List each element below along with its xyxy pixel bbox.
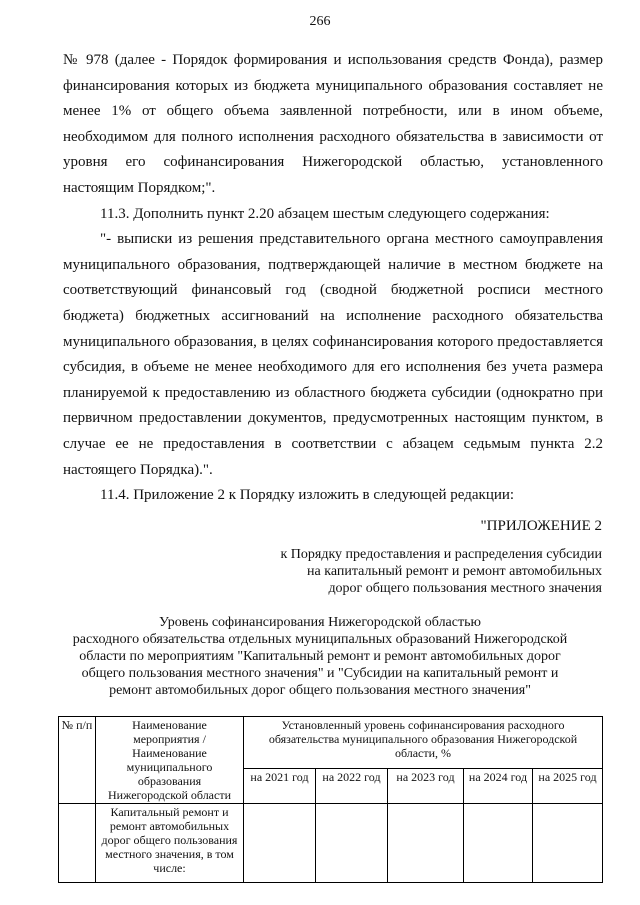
table-title-line: области по мероприятиям "Капитальный ремонт и ремонт автомобильных дорог [79,649,561,664]
header-year-2025: на 2025 год [533,769,603,804]
table-title-line: расходного обязательства отдельных муниципальных образований Нижегородской [72,632,568,647]
table-row [59,804,603,883]
header-year-2024: на 2024 год [464,769,533,804]
header-year-2021: на 2021 год [244,769,316,804]
header-level: Установленный уровень софинансирования расходного обязательства муниципального образования Нижегородской области, % [244,717,603,769]
row-value-2022 [316,804,388,883]
header-num: № п/п [59,717,96,804]
row-value-2025 [533,804,603,883]
appendix-heading: "ПРИЛОЖЕНИЕ 2 [480,518,602,534]
paragraph-item-11-3: 11.3. Дополнить пункт 2.20 абзацем шестым следующего содержания: [100,205,550,222]
paragraph-item-11-4: 11.4. Приложение 2 к Порядку изложить в следующей редакции: [100,487,515,504]
appendix-subtitle-line: к Порядку предоставления и распределения субсидии [280,547,602,562]
paragraph-continuation: № 978 (далее - Порядок формирования и использования средств Фонда), размер финансирования которых из бюджета муниципального образования составляет не менее 1% от общего объема заявленной потребности, или в ином объеме, необходимом для полного исполнения расходного обязательства в зависимости от уровня его софинансирования Нижегородской областью, установленного настоящим Порядком;". [63,52,603,196]
table-title-line: Уровень софинансирования Нижегородской областью [159,615,481,630]
row-value-2021 [244,804,316,883]
body-text [63,48,603,509]
header-year-2023: на 2023 год [388,769,464,804]
row-num [59,804,96,883]
cofinancing-table [58,716,603,883]
table-title [40,614,600,699]
row-name: Капитальный ремонт и ремонт автомобильных дорог общего пользования местного значения, в том числе: [96,804,244,883]
appendix-subtitle [242,546,602,597]
page-number: 266 [309,14,331,29]
header-name: Наименование мероприятия / Наименование муниципального образования Нижегородской области [96,717,244,804]
paragraph-quote: "- выписки из решения представительного органа местного самоуправления муниципального образования, подтверждающей наличие в местном бюджете на соответствующий финансовый год (сводной бюджетной росписи местного бюджета) бюджетных ассигнований на исполнение расходного обязательства муниципального образования, в целях софинансирования которого предоставляется субсидия, в объеме не менее необходимого для его исполнения без учета размера планируемой к предоставлению из областного бюджета субсидии (однократно при первичном предоставлении документов, предусмотренных настоящим пунктом, в случае ее не предоставления в соответствии с абзацем седьмым пункта 2.2 настоящего Порядка).". [63,231,603,478]
header-year-2022: на 2022 год [316,769,388,804]
appendix-subtitle-line: дорог общего пользования местного значения [328,581,602,596]
row-value-2023 [388,804,464,883]
row-value-2024 [464,804,533,883]
table-title-line: ремонт автомобильных дорог общего пользования местного значения" [109,683,531,698]
appendix-subtitle-line: на капитальный ремонт и ремонт автомобильных [307,564,602,579]
table-title-line: общего пользования местного значения" и "Субсидии на капитальный ремонт и [81,666,559,681]
